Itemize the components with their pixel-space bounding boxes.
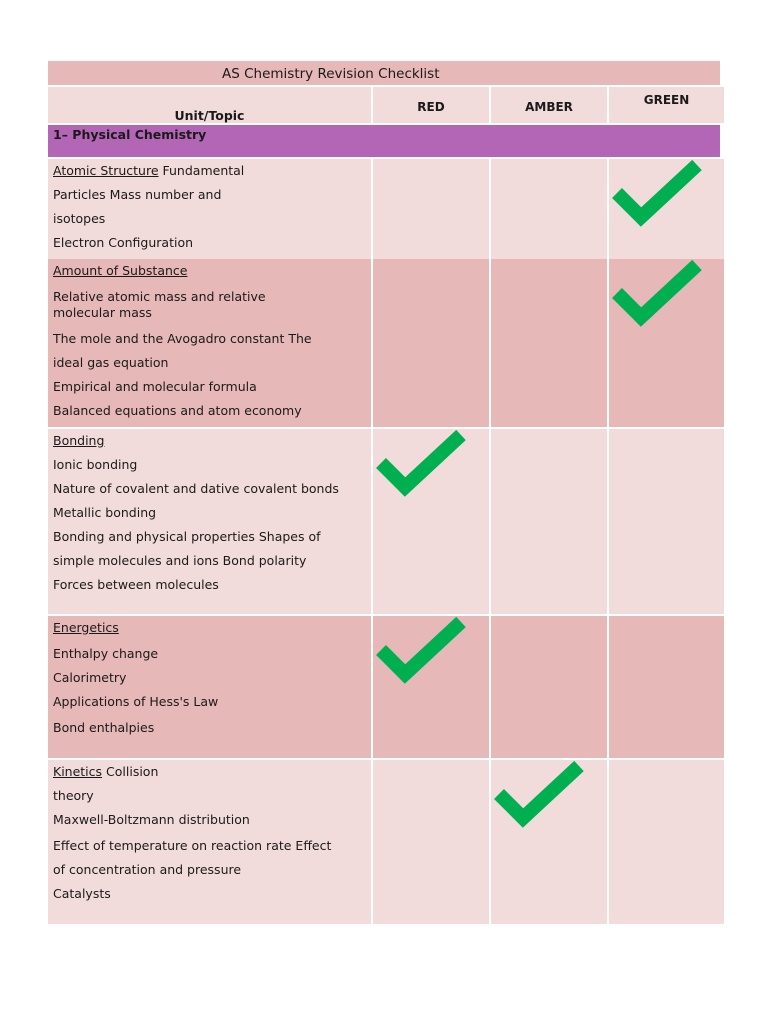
topic-line: Bond enthalpies — [53, 720, 155, 735]
rating-cell-green[interactable] — [609, 159, 724, 259]
topic-line: Empirical and molecular formula — [53, 379, 257, 394]
unit-row-energetics — [48, 616, 720, 758]
topic-line: isotopes — [53, 211, 106, 226]
topic-line: Catalysts — [53, 886, 111, 901]
unit-heading-suffix: Fundamental — [158, 163, 245, 178]
checklist-title: AS Chemistry Revision Checklist — [48, 61, 720, 87]
topic-line: theory — [53, 788, 94, 803]
topic-line: Particles Mass number and — [53, 187, 222, 202]
topic-line: ideal gas equation — [53, 355, 169, 370]
header-row — [48, 87, 720, 123]
unit-row-atomic-structure — [48, 159, 720, 257]
topic-line: Forces between molecules — [53, 577, 219, 592]
rating-cell-amber[interactable] — [491, 429, 607, 614]
topic-line: Balanced equations and atom economy — [53, 403, 302, 418]
unit-heading: Kinetics — [53, 764, 103, 779]
rating-cell-red[interactable] — [373, 429, 489, 614]
topic-line: Applications of Hess's Law — [53, 694, 219, 709]
check-icon — [375, 616, 467, 684]
unit-heading: Amount of Substance — [53, 263, 188, 278]
topic-line: Bonding and physical properties Shapes of — [53, 529, 321, 544]
rating-cell-red[interactable] — [373, 259, 489, 427]
unit-heading: Atomic Structure — [53, 163, 159, 178]
unit-row-bonding — [48, 429, 720, 614]
unit-topic-cell — [48, 760, 371, 924]
rating-cell-green[interactable] — [609, 616, 724, 758]
topic-line: Maxwell-Boltzmann distribution — [53, 812, 250, 827]
unit-row-amount-of-substance — [48, 259, 720, 427]
header-amber: AMBER — [491, 87, 607, 123]
check-icon — [611, 259, 703, 327]
rating-cell-amber[interactable] — [491, 760, 607, 924]
rating-cell-red[interactable] — [373, 616, 489, 758]
section-physical-chemistry: 1– Physical Chemistry — [48, 125, 720, 157]
unit-row-kinetics — [48, 760, 720, 924]
topic-line: Effect of temperature on reaction rate Effect — [53, 838, 332, 853]
check-icon — [375, 429, 467, 497]
rating-cell-green[interactable] — [609, 760, 724, 924]
topic-line: of concentration and pressure — [53, 862, 242, 877]
topic-line: simple molecules and ions Bond polarity — [53, 553, 307, 568]
unit-topic-cell — [48, 159, 371, 259]
topic-line: Nature of covalent and dative covalent bonds — [53, 481, 339, 496]
topic-line: Relative atomic mass and relative molecular mass — [53, 289, 266, 320]
rating-cell-green[interactable] — [609, 429, 724, 614]
check-icon — [493, 760, 585, 828]
unit-heading: Bonding — [53, 433, 105, 448]
rating-cell-amber[interactable] — [491, 259, 607, 427]
topic-line: Ionic bonding — [53, 457, 138, 472]
rating-cell-amber[interactable] — [491, 616, 607, 758]
unit-topic-cell — [48, 259, 371, 427]
rating-cell-green[interactable] — [609, 259, 724, 427]
header-red: RED — [373, 87, 489, 123]
header-green: GREEN — [609, 87, 724, 123]
header-unit-topic: Unit/Topic — [48, 87, 371, 123]
rating-cell-red[interactable] — [373, 159, 489, 259]
unit-topic-cell — [48, 429, 371, 614]
check-icon — [611, 159, 703, 227]
unit-heading: Energetics — [53, 620, 119, 635]
topic-line: Electron Configuration — [53, 235, 194, 250]
unit-topic-cell — [48, 616, 371, 758]
unit-heading-suffix: Collision — [102, 764, 159, 779]
topic-line: Enthalpy change — [53, 646, 159, 661]
topic-line: Calorimetry — [53, 670, 127, 685]
topic-line: The mole and the Avogadro constant The — [53, 331, 312, 346]
rating-cell-red[interactable] — [373, 760, 489, 924]
topic-line: Metallic bonding — [53, 505, 157, 520]
checklist-table — [48, 61, 720, 924]
rating-cell-amber[interactable] — [491, 159, 607, 259]
